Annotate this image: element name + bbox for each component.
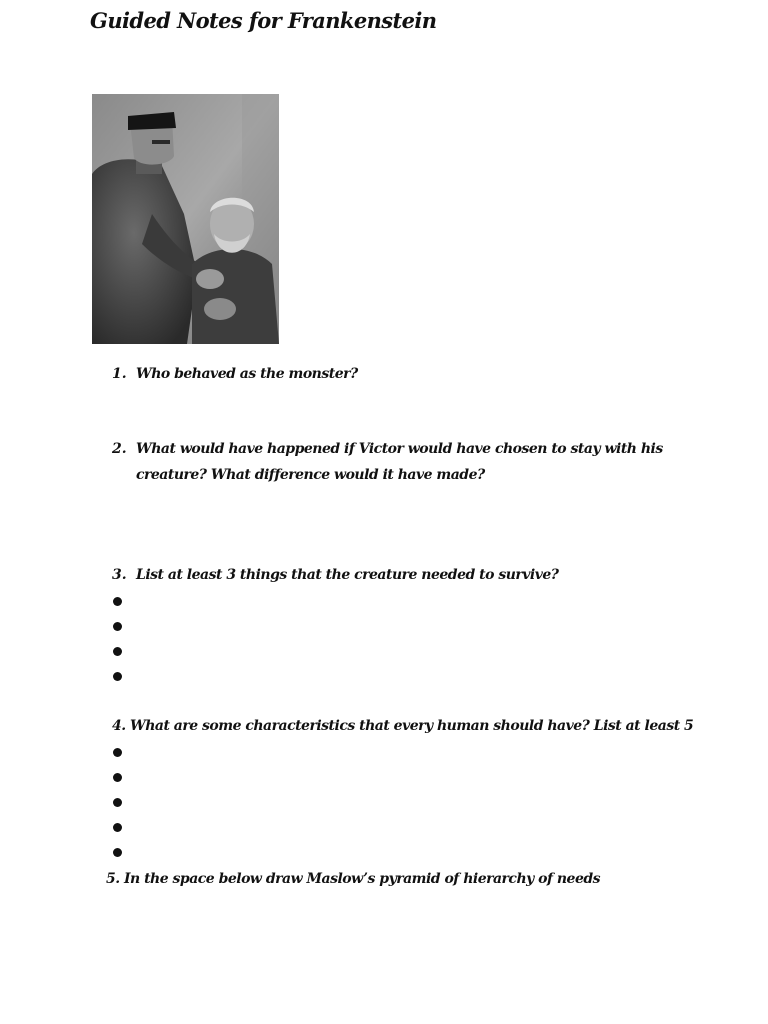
question-4-bullet bbox=[113, 748, 122, 757]
page-title: Guided Notes for Frankenstein bbox=[90, 8, 437, 33]
question-5-text: 5. In the space below draw Maslow’s pyramid of hierarchy of needs bbox=[106, 871, 601, 887]
question-3-bullet bbox=[113, 647, 122, 656]
question-3-bullet bbox=[113, 597, 122, 606]
question-3-text: List at least 3 things that the creature needed to survive? bbox=[136, 567, 559, 583]
question-4-text: 4. What are some characteristics that every human should have? List at least 5 bbox=[112, 718, 694, 734]
question-3-bullet bbox=[113, 672, 122, 681]
question-2-text-line-1: What would have happened if Victor would have chosen to stay with his bbox=[136, 441, 663, 457]
question-2-number: 2. bbox=[112, 441, 127, 457]
question-4-bullet bbox=[113, 798, 122, 807]
question-1-number: 1. bbox=[112, 366, 127, 382]
question-4-bullet bbox=[113, 773, 122, 782]
question-2-text-line-2: creature? What difference would it have made? bbox=[136, 467, 485, 483]
question-4-bullet bbox=[113, 823, 122, 832]
frankenstein-photo bbox=[92, 94, 279, 344]
question-3-bullet bbox=[113, 622, 122, 631]
question-1-text: Who behaved as the monster? bbox=[136, 366, 358, 382]
question-4-bullet bbox=[113, 848, 122, 857]
question-3-number: 3. bbox=[112, 567, 127, 583]
